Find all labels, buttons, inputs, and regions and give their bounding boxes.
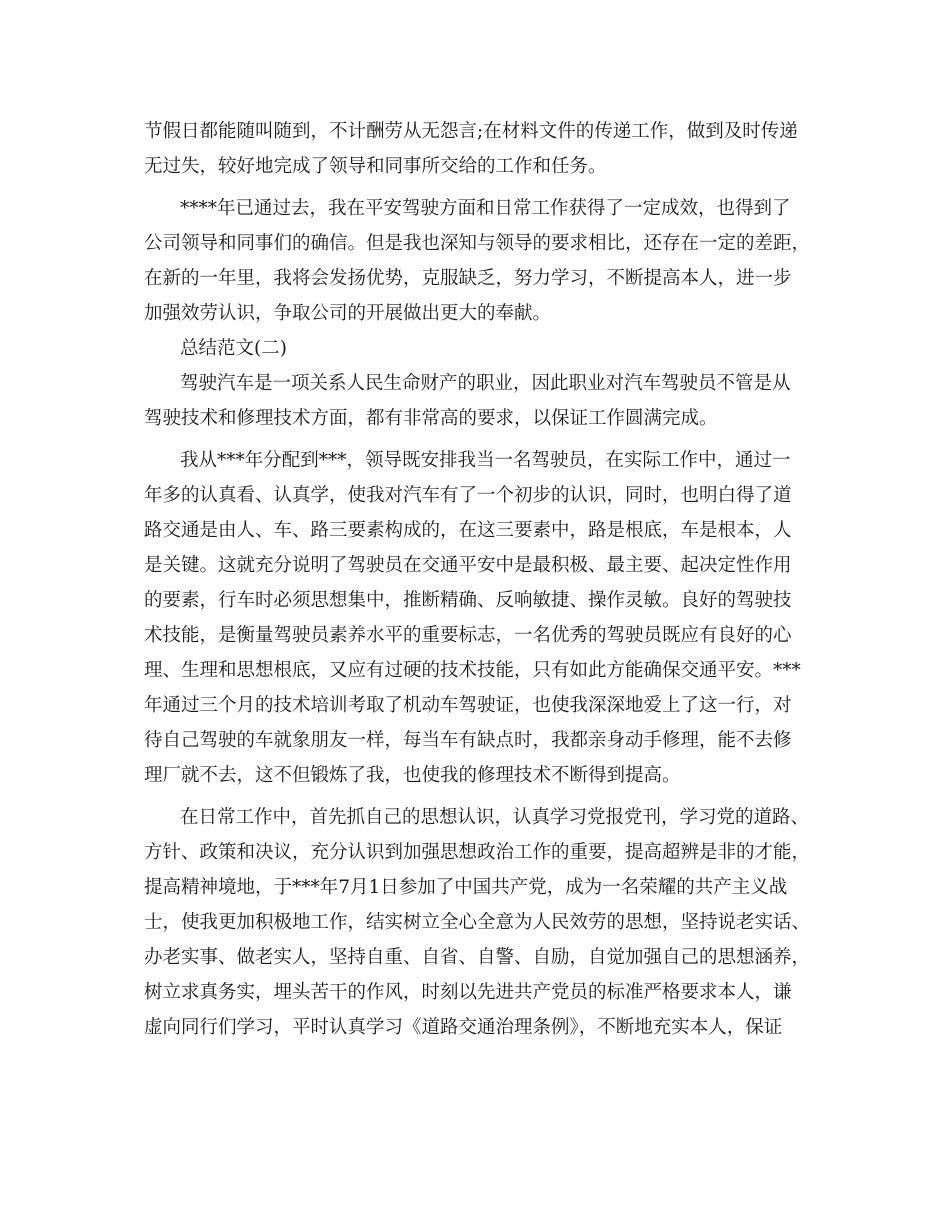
paragraph-start-line: 我从***年分配到***，领导既安排我当一名驾驶员，在实际工作中，通过一 [180,450,791,471]
text-line: 方针、政策和决议，充分认识到加强思想政治工作的重要，提高超辨是非的才能， [144,842,811,863]
text-line: 术技能，是衡量驾驶员素养水平的重要标志，一名优秀的驾驶员既应有良好的心 [144,625,792,646]
text-line: 加强效劳认识，争取公司的开展做出更大的奉献。 [144,303,552,324]
text-line: 无过失，较好地完成了领导和同事所交给的工作和任务。 [144,156,607,177]
paragraph-start-line: 驾驶汽车是一项关系人民生命财产的职业，因此职业对汽车驾驶员不管是从 [180,373,791,394]
text-line: 理、生理和思想根底，又应有过硬的技术技能，只有如此方能确保交通平安。*** [144,660,801,681]
text-line: 年通过三个月的技术培训考取了机动车驾驶证，也使我深深地爱上了这一行，对 [144,695,792,716]
text-line: 路交通是由人、车、路三要素构成的，在这三要素中，路是根底，车是根本，人 [144,520,792,541]
text-line: 节假日都能随叫随到，不计酬劳从无怨言;在材料文件的传递工作，做到及时传递 [144,121,798,142]
text-line: 士，使我更加积极地工作，结实树立全心全意为人民效劳的思想，坚持说老实话、 [144,912,811,933]
section-heading: 总结范文(二) [180,338,287,359]
text-line: 办老实事、做老实人，坚持自重、自省、自警、自励，自觉加强自己的思想涵养， [144,947,811,968]
text-line: 是关键。这就充分说明了驾驶员在交通平安中是最积极、最主要、起决定性作用 [144,555,792,576]
text-line: 的要素，行车时必须思想集中，推断精确、反响敏捷、操作灵敏。良好的驾驶技 [144,590,792,611]
text-line: 虚向同行们学习，平时认真学习《道路交通治理条例》，不断地充实本人，保证 [144,1017,783,1038]
paragraph-start-line: 在日常工作中，首先抓自己的思想认识，认真学习党报党刊，学习党的道路、 [180,807,810,828]
text-line: 提高精神境地，于***年7月1日参加了中国共产党，成为一名荣耀的共产主义战 [144,877,788,898]
text-line: 公司领导和同事们的确信。但是我也深知与领导的要求相比，还存在一定的差距， [144,233,811,254]
text-line: 年多的认真看、认真学，使我对汽车有了一个初步的认识，同时，也明白得了道 [144,485,792,506]
text-line: 树立求真务实，埋头苦干的作风，时刻以先进共产党员的标准严格要求本人，谦 [144,982,792,1003]
text-line: 理厂就不去，这不但锻炼了我，也使我的修理技术不断得到提高。 [144,765,681,786]
text-line: 在新的一年里，我将会发扬优势，克服缺乏，努力学习，不断提高本人，进一步 [144,268,792,289]
paragraph-start-line: ****年已通过去，我在平安驾驶方面和日常工作获得了一定成效，也得到了 [180,198,791,219]
text-line: 待自己驾驶的车就象朋友一样，每当车有缺点时，我都亲身动手修理，能不去修 [144,730,792,751]
text-line: 驾驶技术和修理技术方面，都有非常高的要求，以保证工作圆满完成。 [144,408,718,429]
